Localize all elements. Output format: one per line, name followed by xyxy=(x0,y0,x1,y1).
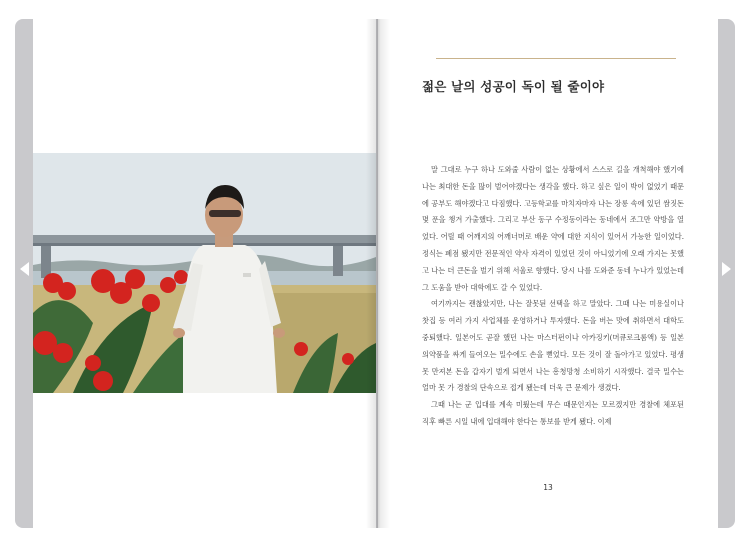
paragraph: 그때 나는 군 입대를 계속 미뤘는데 무슨 때문인지는 모르겠지만 경찰에 체포된 직후 빠른 시일 내에 입대해야 한다는 통보를 받게 됐다. 이제 xyxy=(422,400,684,426)
right-page xyxy=(378,19,718,528)
body-text xyxy=(422,162,684,431)
paragraph: 여기까지는 괜찮았지만, 나는 잘못된 선택을 하고 말았다. 그때 나는 미용실이나 찻집 등 여러 가지 사업체를 운영하거나 투자했다. 돈을 버는 맛에 취하면서 대학도 중퇴했다. 일본어도 곧잘 했던 나는 마스터펀이나 아카징키(머큐로크롬액) 등 일본 의약품을 싸게 들여오는 밀수에도 손을 뻗었다. 모든 것이 잘 돌아가고 있었다. 평생 못 만져본 돈을 갑자기 벌게 되면서 나는 흥청망청 소비하기 시작했다. 결국 밀수는 얼마 못 가 경찰의 단속으로 접게 됐는데 더욱 큰 문제가 생겼다. xyxy=(422,299,684,393)
title-rule xyxy=(436,58,676,59)
chapter-title: 젊은 날의 성공이 독이 될 줄이야 xyxy=(422,79,605,94)
photo xyxy=(33,153,376,393)
chevron-right-icon[interactable] xyxy=(722,262,731,276)
chevron-left-icon[interactable] xyxy=(20,262,29,276)
left-page xyxy=(33,19,376,528)
book-spine xyxy=(366,19,390,528)
paragraph: 말 그대로 누구 하나 도와줄 사람이 없는 상황에서 스스로 길을 개척해야 했기에 나는 최대한 돈을 많이 벌어야겠다는 생각을 했다. 하고 싶은 일이 박이 없었기 때문에 공부도 해야겠다고 다짐했다. 고등학교를 마치자마자 나는 장롱 속에 있던 쌈짓돈 몇 푼을 챙겨 가출했다. 그리고 부산 동구 수정동이라는 동네에서 조그만 약방을 열었다. 어릴 때 어깨지의 어깨너머로 배운 약에 대한 지식이 있어서 가능한 일이었다. 정식는 폐점 됐지만 전문적인 약사 자격이 있었던 것이 아니었기에 오래 가지는 못했고 나는 더 큰돈을 벌기 위해 서울로 향했다. 당시 나를 도와준 동네 누나가 있었는데 그 도움을 받아 대학에도 갈 수 있었다. xyxy=(422,165,684,292)
photo-man-with-red-flowers xyxy=(33,153,376,393)
page-number: 13 xyxy=(543,483,553,492)
